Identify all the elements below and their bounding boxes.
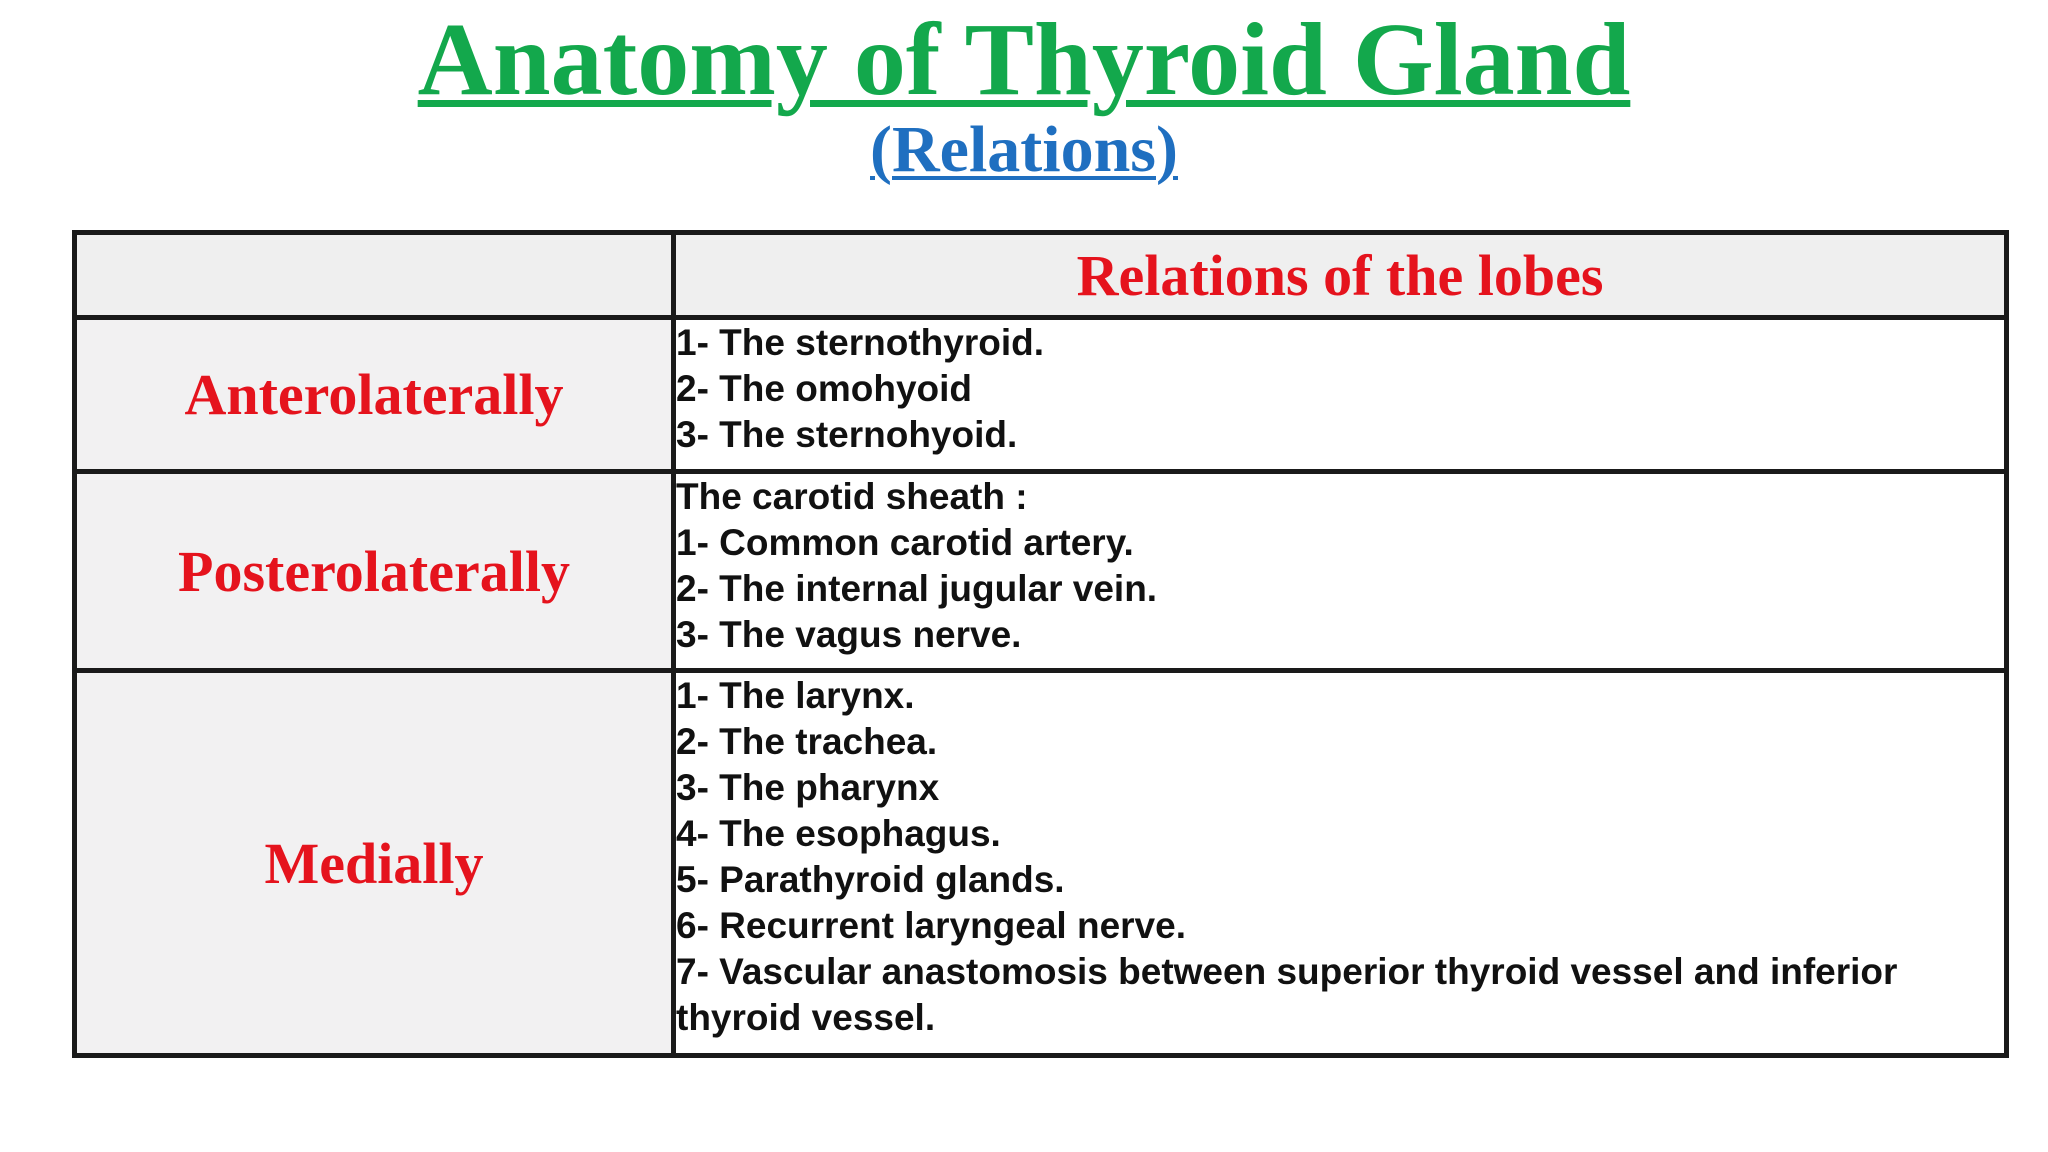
content-line: 5- Parathyroid glands. — [676, 859, 1065, 900]
table-row-anterolaterally — [75, 318, 2007, 472]
row-content — [674, 472, 2007, 671]
content-line: 1- Common carotid artery. — [676, 522, 1134, 563]
content-line: 2- The trachea. — [676, 721, 938, 762]
content-line: 4- The esophagus. — [676, 813, 1001, 854]
row-label: Medially — [75, 671, 674, 1056]
table-row-medially — [75, 671, 2007, 1056]
row-label: Posterolaterally — [75, 472, 674, 671]
content-line: 7- Vascular anastomosis between superior thyroid vessel and inferior thyroid vessel. — [676, 951, 1898, 1038]
content-line: The carotid sheath : — [676, 476, 1028, 517]
table-header-row — [75, 233, 2007, 318]
relations-table — [72, 230, 2009, 1058]
content-line: 1- The sternothyroid. — [676, 322, 1044, 363]
row-content — [674, 318, 2007, 472]
content-line: 3- The pharynx — [676, 767, 940, 808]
content-line: 3- The sternohyoid. — [676, 414, 1018, 455]
row-label: Anterolaterally — [75, 318, 674, 472]
content-line: 6- Recurrent laryngeal nerve. — [676, 905, 1186, 946]
content-line: 2- The internal jugular vein. — [676, 568, 1158, 609]
header-relations-cell: Relations of the lobes — [674, 233, 2007, 318]
header-empty-cell — [75, 233, 674, 318]
row-content — [674, 671, 2007, 1056]
slide-title: Anatomy of Thyroid Gland — [417, 2, 1631, 117]
slide-subtitle: (Relations) — [870, 113, 1178, 186]
content-line: 2- The omohyoid — [676, 368, 972, 409]
content-line: 1- The larynx. — [676, 675, 915, 716]
table-row-posterolaterally — [75, 472, 2007, 671]
content-line: 3- The vagus nerve. — [676, 614, 1022, 655]
